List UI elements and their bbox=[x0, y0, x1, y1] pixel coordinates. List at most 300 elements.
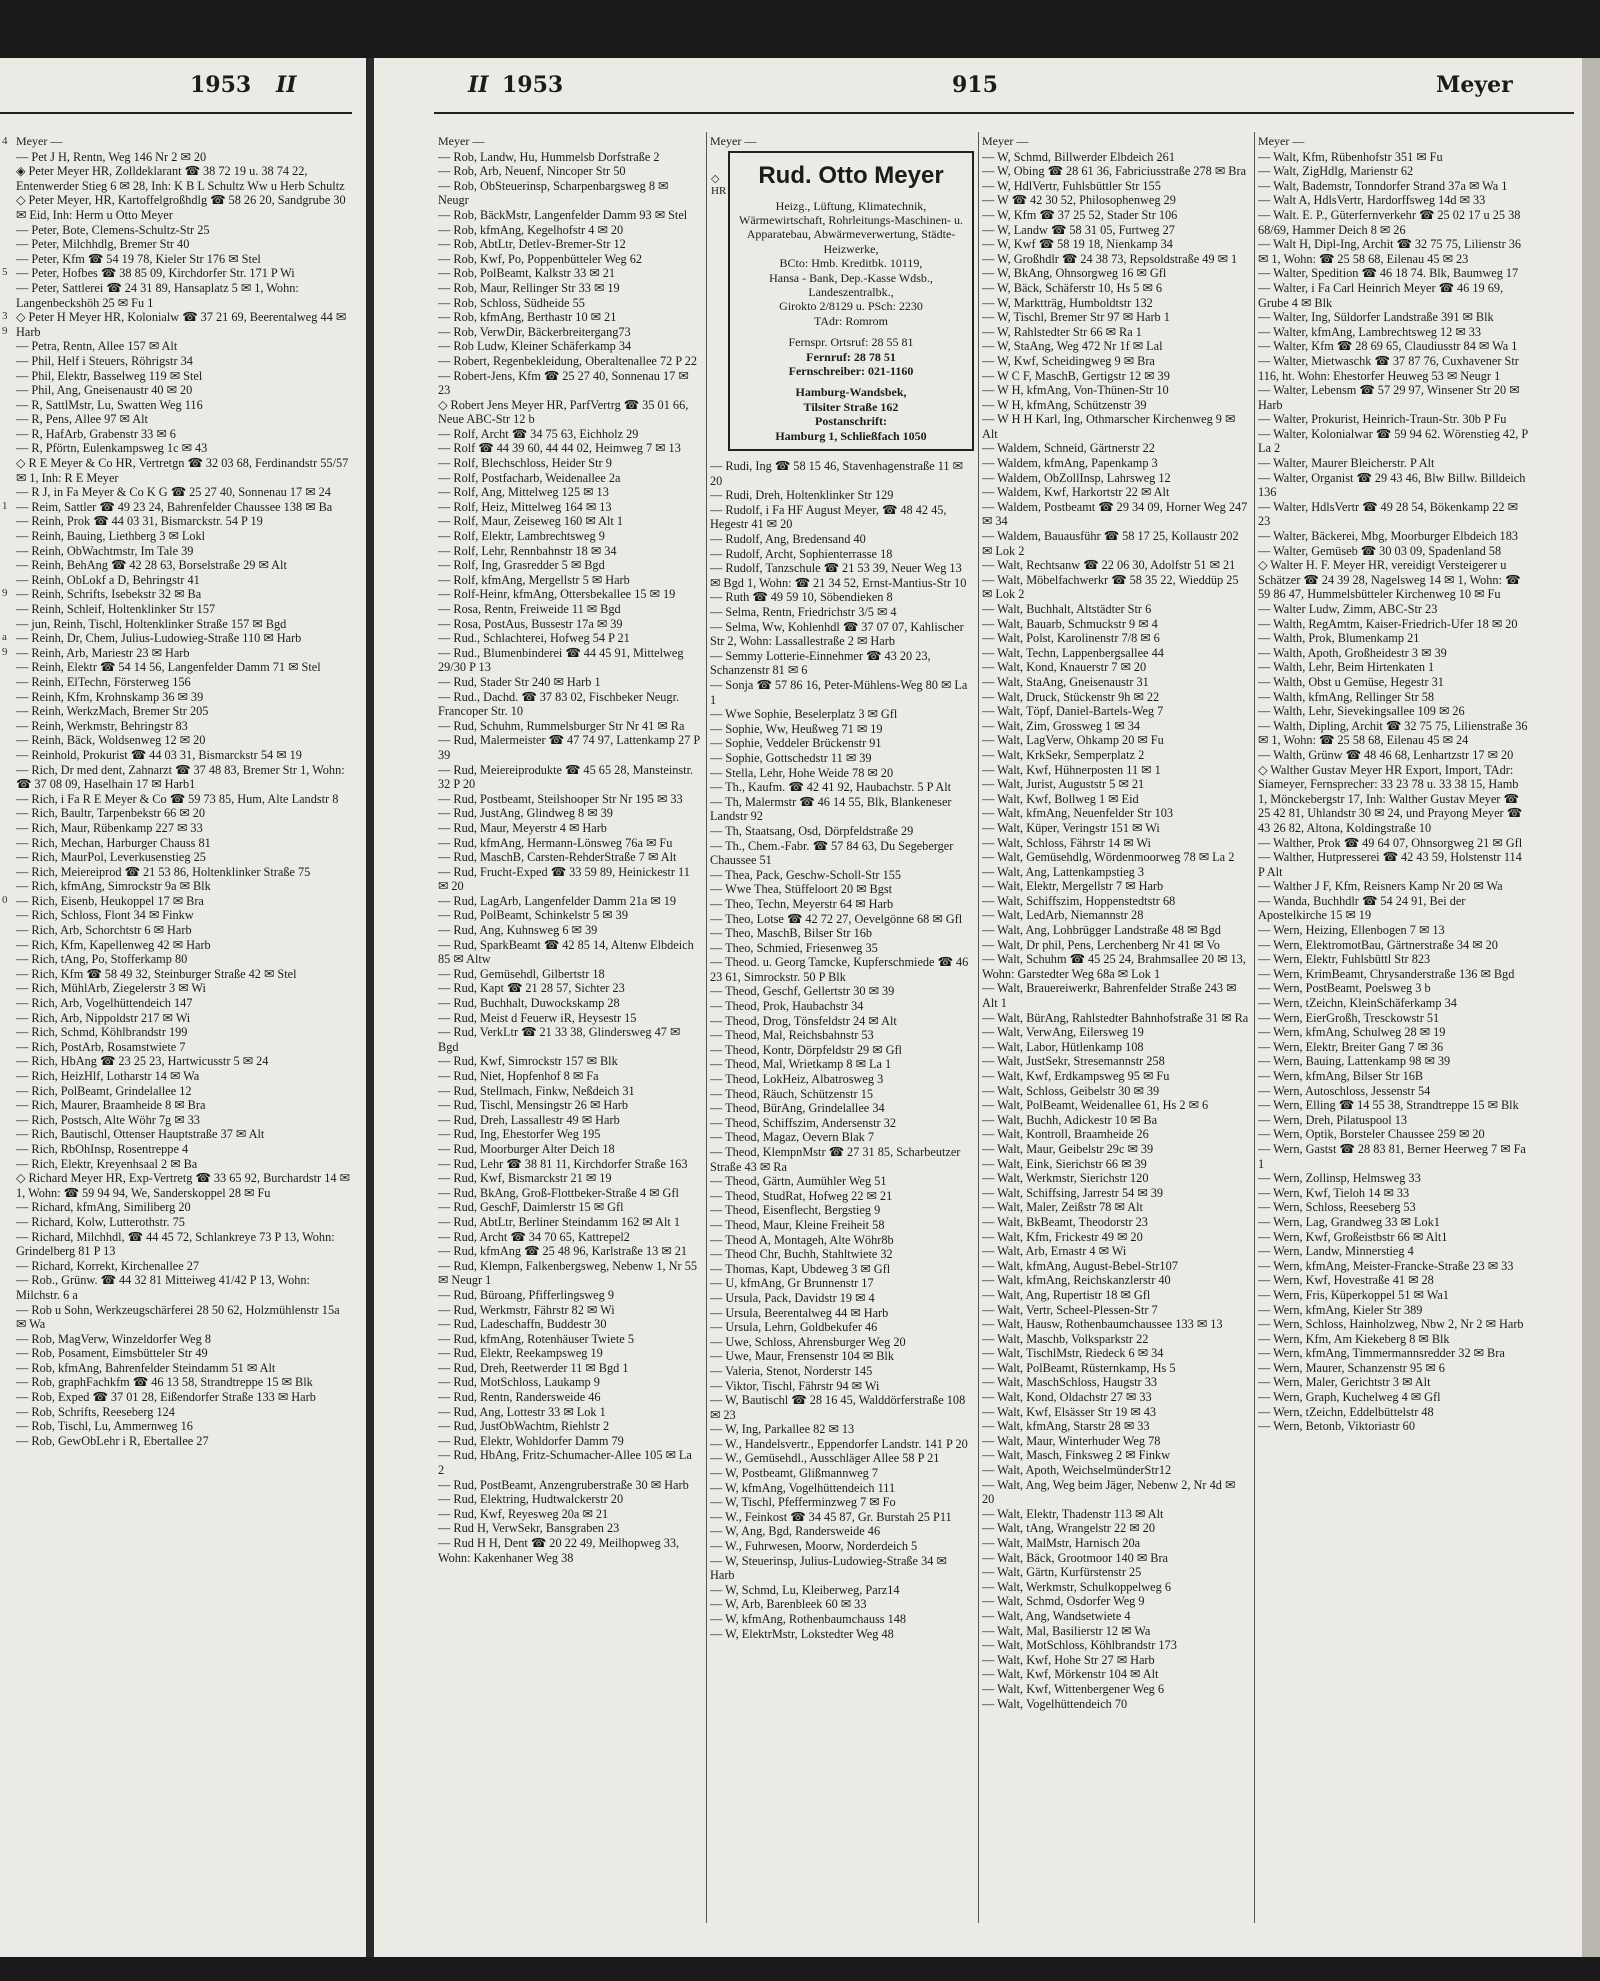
directory-entry: — Wern, EierGroßh, Tresckowstr 51 bbox=[1258, 1010, 1440, 1025]
directory-entry: — Walther J F, Kfm, Reisners Kamp Nr 20 ✉ Wa bbox=[1258, 879, 1503, 894]
margin-number bbox=[2, 236, 8, 251]
ad-postal: Hamburg 1, Schließfach 1050 bbox=[775, 428, 927, 443]
margin-number bbox=[2, 557, 8, 572]
directory-entry: — Rudi, Ing ☎ 58 15 46, Stavenhagenstraße 11 ✉ 20 bbox=[710, 459, 963, 488]
directory-entry: — Waldem, ObZollInsp, Lahrsweg 12 bbox=[982, 470, 1171, 485]
directory-entry: — Walt, KrkSekr, Semperplatz 2 bbox=[982, 747, 1145, 762]
directory-entry: — Rud, Ing, Ehestorfer Weg 195 bbox=[438, 1127, 601, 1142]
directory-entry: — Walt A, HdlsVertr, Hardorffsweg 14d ✉ 33 bbox=[1258, 193, 1486, 208]
directory-entry: — Rob, graphFachkfm ☎ 46 13 58, Strandtreppe 15 ✉ Blk bbox=[16, 1375, 313, 1390]
directory-entry: — Walt, Rechtsanw ☎ 22 06 30, Adolfstr 51 ✉ 21 bbox=[982, 558, 1236, 573]
directory-entry: — Rich, MühlArb, Ziegelerstr 3 ✉ Wi bbox=[16, 981, 206, 996]
directory-entry: — Rud, Ladeschaffn, Buddestr 30 bbox=[438, 1317, 607, 1332]
margin-number bbox=[2, 192, 8, 207]
directory-entry: — Walt, Küper, Veringstr 151 ✉ Wi bbox=[982, 820, 1160, 835]
ad-postal-label: Postanschrift: bbox=[815, 414, 887, 429]
directory-entry: — Reinh, Bäck, Woldsenweg 12 ✉ 20 bbox=[16, 733, 206, 748]
left-page-column bbox=[16, 134, 350, 1927]
directory-entry: — Reinh, Werkmstr, Behringstr 83 bbox=[16, 718, 188, 733]
directory-entry: — Theod, Maur, Kleine Freiheit 58 bbox=[710, 1217, 885, 1232]
directory-entry: — Petra, Rentn, Allee 157 ✉ Alt bbox=[16, 339, 178, 354]
directory-entry: — Rud, GeschF, Daimlerstr 15 ✉ Gfl bbox=[438, 1200, 624, 1215]
directory-entry: — Phil, Helf i Steuers, Röhrigstr 34 bbox=[16, 353, 193, 368]
margin-number bbox=[2, 791, 8, 806]
directory-entry: — Peter, Kfm ☎ 54 19 78, Kieler Str 176 ✉ Stel bbox=[16, 251, 261, 266]
directory-entry: — Wanda, Buchhdlr ☎ 54 24 91, Bei der Apostelkirche 15 ✉ 19 bbox=[1258, 893, 1466, 923]
directory-entry: — Walter, Spedition ☎ 46 18 74. Blk, Baumweg 17 bbox=[1258, 266, 1519, 281]
directory-entry: — Rob, Schrifts, Reeseberg 124 bbox=[16, 1404, 175, 1419]
directory-entry: — Walter, Prokurist, Heinrich-Traun-Str. 30b P Fu bbox=[1258, 412, 1507, 427]
ad-hr-label: HR bbox=[711, 184, 727, 197]
directory-entry: — Rud., Dachd. ☎ 37 83 02, Fischbeker Neugr. Francoper Str. 10 bbox=[438, 689, 680, 719]
directory-entry: — Wern, Fris, Küperkoppel 51 ✉ Wa1 bbox=[1258, 1287, 1449, 1302]
directory-entry: — Rob, ObSteuerinsp, Scharpenbargsweg 8 ✉ Neugr bbox=[438, 178, 669, 208]
ad-line: BCto: Hmb. Kreditbk. 10119, bbox=[779, 256, 923, 271]
directory-entry: — Rud, Stader Str 240 ✉ Harb 1 bbox=[438, 674, 601, 689]
directory-entry: — Walt, Töpf, Daniel-Bartels-Weg 7 bbox=[982, 704, 1164, 719]
column-head: Meyer — bbox=[982, 134, 1029, 148]
right-page-part: II bbox=[468, 72, 489, 98]
directory-entry: — Walter, Kolonialwar ☎ 59 94 62. Wörenstieg 42, P La 2 bbox=[1258, 426, 1528, 456]
directory-entry: — Selma, Ww, Kohlenhdl ☎ 37 07 07, Kahlischer Str 2, Wohn: Lassallestraße 2 ✉ Harb bbox=[710, 619, 964, 649]
directory-entry: — Walter, i Fa Carl Heinrich Meyer ☎ 46 19 69, Grube 4 ✉ Blk bbox=[1258, 280, 1504, 310]
directory-entry: — Wern, Landw, Minnerstieg 4 bbox=[1258, 1244, 1414, 1259]
directory-entry: — Rich, Meiereiprod ☎ 21 53 86, Holtenklinker Straße 75 bbox=[16, 864, 311, 879]
directory-entry: — Walt, kfmAng, Reichskanzlerstr 40 bbox=[982, 1273, 1171, 1288]
directory-entry: — Reinh, ElTechn, Försterweg 156 bbox=[16, 674, 191, 689]
directory-entry: — W, StaAng, Weg 472 Nr 1f ✉ Lal bbox=[982, 339, 1163, 354]
directory-entry: — Walt, Kwf, Wittenbergener Weg 6 bbox=[982, 1681, 1165, 1696]
directory-entry: — Peter, Sattlerei ☎ 24 31 89, Hansaplatz 5 ✉ 1, Wohn: Langenbeckshöh 25 ✉ Fu 1 bbox=[16, 280, 299, 310]
directory-entry: — Wern, Betonb, Viktoriastr 60 bbox=[1258, 1419, 1415, 1434]
directory-entry: — Sophie, Gottschedstr 11 ✉ 39 bbox=[710, 750, 872, 765]
ad-address: Hamburg-Wandsbek, bbox=[795, 385, 907, 400]
margin-number bbox=[2, 762, 8, 777]
directory-entry: ◇ Walter H. F. Meyer HR, vereidigt Versteigerer u Schätzer ☎ 24 39 28, Nagelsweg 14 ✉ 1, Wohn: ☎ 59 86 47, Hummelsbütteler Kirchenweg 10 ✉ Fu bbox=[1258, 558, 1521, 602]
margin-number bbox=[2, 820, 8, 835]
directory-entry: — Th, Staatsang, Osd, Dörpfeldstraße 29 bbox=[710, 823, 914, 838]
directory-entry: — Rich, Elektr, Kreyenhsaal 2 ✉ Ba bbox=[16, 1156, 198, 1171]
entry-list bbox=[438, 150, 700, 1566]
directory-entry: — Rud, Archt ☎ 34 70 65, Kattrepel2 bbox=[438, 1229, 630, 1244]
directory-entry: — Wern, Optik, Borsteler Chaussee 259 ✉ 20 bbox=[1258, 1127, 1485, 1142]
directory-entry: — Walt, Kontroll, Braamheide 26 bbox=[982, 1127, 1149, 1142]
directory-entry: — Rud, Ang, Kuhnsweg 6 ✉ 39 bbox=[438, 923, 598, 938]
margin-number bbox=[2, 484, 8, 499]
margin-number: a bbox=[2, 631, 7, 644]
directory-entry: — Wern, Gastst ☎ 28 83 81, Berner Heerweg 7 ✉ Fa 1 bbox=[1258, 1141, 1526, 1171]
directory-entry: — Theod, StudRat, Hofweg 22 ✉ 21 bbox=[710, 1188, 893, 1203]
directory-entry: — Theod, Räuch, Schützenstr 15 bbox=[710, 1086, 874, 1101]
margin-number bbox=[2, 426, 8, 441]
directory-entry: — Walt, Kond, Oldachstr 27 ✉ 33 bbox=[982, 1390, 1152, 1405]
directory-entry: — Rich, Dr med dent, Zahnarzt ☎ 37 48 83, Bremer Str 1, Wohn: ☎ 37 08 09, Haselhain 17 ✉ Harb1 bbox=[16, 762, 345, 792]
directory-entry: — Walt, Maschb, Volksparkstr 22 bbox=[982, 1331, 1149, 1346]
right-column-3 bbox=[982, 134, 1250, 1927]
margin-number: 3 bbox=[2, 310, 8, 323]
margin-number: 5 bbox=[2, 266, 8, 279]
margin-number bbox=[2, 470, 8, 485]
directory-entry: — Walt, Ang, Lattenkampstieg 3 bbox=[982, 864, 1145, 879]
ad-line: Heizg., Lüftung, Klimatechnik, Wärmewirtschaft, Rohrleitungs-Maschinen- u. Apparatebau, Abwärmeverwertung, Städte-Heizwerke, bbox=[739, 198, 963, 256]
directory-entry: — Reinh, Dr, Chem, Julius-Ludowieg-Straße 110 ✉ Harb bbox=[16, 631, 302, 646]
margin-number bbox=[2, 455, 8, 470]
directory-entry: — Wern, kfmAng, Timmermannsredder 32 ✉ Bra bbox=[1258, 1346, 1505, 1361]
directory-entry: — Wern, Heizing, Ellenbogen 7 ✉ 13 bbox=[1258, 923, 1445, 938]
directory-entry: — Walt, kfmAng, Starstr 28 ✉ 33 bbox=[982, 1419, 1150, 1434]
directory-entry: — Walt, Kond, Knauerstr 7 ✉ 20 bbox=[982, 660, 1147, 675]
directory-entry: — Rich, Baultr, Tarpenbekstr 66 ✉ 20 bbox=[16, 806, 206, 821]
directory-entry: — Rich, Arb, Vogelhüttendeich 147 bbox=[16, 996, 193, 1011]
directory-entry: — Walt, Elektr, Mergellstr 7 ✉ Harb bbox=[982, 879, 1164, 894]
directory-entry: — Walt, LagVerw, Ohkamp 20 ✉ Fu bbox=[982, 733, 1164, 748]
directory-entry: — Wern, Kwf, Tieloh 14 ✉ 33 bbox=[1258, 1185, 1410, 1200]
directory-entry: — Richard, Milchhdl, ☎ 44 45 72, Schlankreye 73 P 13, Wohn: Grindelberg 81 P 13 bbox=[16, 1229, 335, 1259]
directory-entry: — Walt, kfmAng, August-Bebel-Str107 bbox=[982, 1258, 1178, 1273]
directory-entry: — Rud, Moorburger Alter Deich 18 bbox=[438, 1141, 615, 1156]
ad-phone: Fernschreiber: 021-1160 bbox=[788, 364, 914, 379]
directory-entry: — Rud, Schuhm, Rummelsburger Str Nr 41 ✉ Ra bbox=[438, 718, 685, 733]
directory-entry: — Walt, Schiffszim, Hoppenstedtstr 68 bbox=[982, 893, 1176, 908]
directory-entry: — Rich, RbOhInsp, Rosentreppe 4 bbox=[16, 1141, 189, 1156]
directory-entry: — Reinh, Kfm, Krohnskamp 36 ✉ 39 bbox=[16, 689, 204, 704]
margin-number bbox=[2, 601, 8, 616]
left-page-part: II bbox=[276, 72, 297, 98]
directory-entry: — Waldem, Postbeamt ☎ 29 34 09, Horner Weg 247 ✉ 34 bbox=[982, 499, 1248, 529]
column-divider bbox=[706, 132, 707, 1923]
directory-entry: — Rosa, Rentn, Freiweide 11 ✉ Bgd bbox=[438, 602, 621, 616]
directory-entry: — Walt, Werkmstr, Sierichstr 120 bbox=[982, 1171, 1149, 1186]
directory-entry: — Rud, Klempn, Falkenbergsweg, Nebenw 1, Nr 55 ✉ Neugr 1 bbox=[438, 1258, 697, 1288]
directory-entry: — W, Steuerinsp, Julius-Ludowieg-Straße 34 ✉ Harb bbox=[710, 1553, 947, 1583]
directory-entry: — W, ElektrMstr, Lokstedter Weg 48 bbox=[710, 1626, 894, 1641]
directory-entry: — Uwe, Maur, Frensenstr 104 ✉ Blk bbox=[710, 1349, 894, 1364]
directory-entry: — Walt, Schmd, Osdorfer Weg 9 bbox=[982, 1594, 1145, 1609]
margin-number bbox=[2, 411, 8, 426]
directory-entry: — Ruth ☎ 49 59 10, Söbendieken 8 bbox=[710, 590, 893, 605]
page-edge bbox=[1582, 58, 1600, 1957]
margin-number bbox=[2, 178, 8, 193]
directory-entry: — W, Ang, Bgd, Randersweide 46 bbox=[710, 1524, 881, 1539]
directory-entry: — Walt, Apoth, WeichselmünderStr12 bbox=[982, 1463, 1172, 1478]
directory-entry: — Walt, Bademstr, Tonndorfer Strand 37a ✉ Wa 1 bbox=[1258, 178, 1508, 193]
directory-entry: — Uwe, Schloss, Ahrensburger Weg 20 bbox=[710, 1334, 906, 1349]
margin-number: 9 bbox=[2, 645, 8, 658]
directory-entry: — Rudolf, Ang, Bredensand 40 bbox=[710, 532, 866, 547]
directory-entry: — Rud, PolBeamt, Schinkelstr 5 ✉ 39 bbox=[438, 908, 628, 923]
directory-entry: — Reinh, BehAng ☎ 42 28 63, Borselstraße 29 ✉ Alt bbox=[16, 558, 287, 573]
column-head: Meyer — bbox=[16, 134, 63, 148]
ad-hr-symbol bbox=[711, 173, 731, 197]
directory-entry: ◇ Richard Meyer HR, Exp-Vertretg ☎ 33 65 92, Burchardstr 14 ✉ 1, Wohn: ☎ 59 94 94, We, Sanderskoppel 28 ✉ Fu bbox=[16, 1171, 350, 1200]
directory-entry: — Stella, Lehr, Hohe Weide 78 ✉ 20 bbox=[710, 765, 894, 780]
directory-entry: — Walter, Kfm ☎ 28 69 65, Claudiusstr 84 ✉ Wa 1 bbox=[1258, 339, 1518, 354]
directory-entry: — Reinh, ObLokf a D, Behringstr 41 bbox=[16, 572, 200, 587]
directory-entry: — Wern, Kwf, Hovestraße 41 ✉ 28 bbox=[1258, 1273, 1434, 1288]
directory-entry: — Reinh, Bauing, Liethberg 3 ✉ Lokl bbox=[16, 529, 206, 544]
directory-entry: — Wern, Autoschloss, Jessenstr 54 bbox=[1258, 1083, 1431, 1098]
directory-entry: — Rud H, VerwSekr, Bansgraben 23 bbox=[438, 1521, 620, 1536]
directory-entry: — Walt, Schuhm ☎ 45 25 24, Brahmsallee 20 ✉ 13, Wohn: Garstedter Weg 68a ✉ Lok 1 bbox=[982, 952, 1246, 981]
directory-entry: — Rich, Bautischl, Ottenser Hauptstraße 37 ✉ Alt bbox=[16, 1127, 265, 1142]
directory-entry: — Wern, Schloss, Reeseberg 53 bbox=[1258, 1200, 1416, 1215]
margin-number bbox=[2, 674, 8, 689]
directory-entry: — Rud, JustAng, Glindweg 8 ✉ 39 bbox=[438, 806, 613, 821]
directory-entry: — Thea, Pack, Geschw-Scholl-Str 155 bbox=[710, 867, 902, 882]
directory-entry: — Reinh, Arb, Mariestr 23 ✉ Harb bbox=[16, 645, 190, 660]
directory-entry: — Rolf, Elektr, Lambrechtsweg 9 bbox=[438, 529, 605, 544]
directory-entry: — Rud, Kwf, Reyesweg 20a ✉ 21 bbox=[438, 1506, 609, 1521]
directory-entry: — Rich, Arb, Nippoldstr 217 ✉ Wi bbox=[16, 1010, 191, 1025]
entry-list bbox=[16, 150, 350, 1449]
directory-entry: — W, Schmd, Lu, Kleiberweg, Parz14 bbox=[710, 1582, 900, 1597]
directory-entry: — Walt, Werkmstr, Schulkoppelweg 6 bbox=[982, 1579, 1172, 1594]
directory-entry: — Rob, kfmAng, Bahrenfelder Steindamm 51 ✉ Alt bbox=[16, 1360, 276, 1375]
directory-entry: — Rolf, kfmAng, Mergellstr 5 ✉ Harb bbox=[438, 572, 630, 587]
directory-entry: — Reinh, ObWachtmstr, Im Tale 39 bbox=[16, 543, 194, 558]
directory-entry: — Robert, Regenbekleidung, Oberaltenallee 72 P 22 bbox=[438, 353, 698, 368]
margin-number: 4 bbox=[2, 135, 8, 147]
directory-entry: — Walt, Kfm, Rübenhofstr 351 ✉ Fu bbox=[1258, 149, 1443, 164]
directory-entry: — R, SattlMstr, Lu, Swatten Weg 116 bbox=[16, 397, 203, 412]
directory-entry: — R, Pens, Allee 97 ✉ Alt bbox=[16, 412, 148, 427]
margin-number bbox=[2, 616, 8, 631]
directory-entry: — Walt, Polst, Karolinenstr 7/8 ✉ 6 bbox=[982, 631, 1160, 646]
directory-entry: — Rob., Grünw. ☎ 44 32 81 Mitteiweg 41/42 P 13, Wohn: Milchstr. 6 a bbox=[16, 1273, 310, 1302]
directory-entry: — Walt, Eink, Sierichstr 66 ✉ 39 bbox=[982, 1156, 1147, 1171]
directory-entry: — Rob, Landw, Hu, Hummelsb Dorfstraße 2 bbox=[438, 149, 660, 164]
directory-entry: — Reinh, Elektr ☎ 54 14 56, Langenfelder Damm 71 ✉ Stel bbox=[16, 660, 321, 675]
margin-number bbox=[2, 776, 8, 791]
directory-entry: — Rud, Elektr, Wohldorfer Damm 79 bbox=[438, 1433, 624, 1448]
directory-entry: — Reinh, Prok ☎ 44 03 31, Bismarckstr. 54 P 19 bbox=[16, 514, 263, 529]
directory-entry: — Rud, Meist d Feuerw iR, Heysestr 15 bbox=[438, 1010, 637, 1025]
directory-entry: — Theo, Lotse ☎ 42 72 27, Oevelgönne 68 ✉ Gfl bbox=[710, 911, 963, 926]
directory-entry: ◇ Walther Gustav Meyer HR Export, Import, TAdr: Siameyer, Fernsprecher: 33 23 78 u. 33 38 15, Hamb 1, Mönckebergstr 17, Inh: Walther Gustav Meyer ☎ 25 42 81, Uhlandstr 30 ✉ 24, und Prayong Meyer ☎ 43 26 82, Altona, Koldingstraße 10 bbox=[1258, 762, 1523, 835]
directory-entry: — Rob, VerwDir, Bäckerbreitergang73 bbox=[438, 324, 631, 339]
margin-number bbox=[2, 849, 8, 864]
directory-entry: — Rob u Sohn, Werkzeugschärferei 28 50 62, Holzmühlenstr 15a ✉ Wa bbox=[16, 1302, 340, 1332]
entry-list bbox=[1258, 150, 1530, 1434]
ad-phone: Fernruf: 28 78 51 bbox=[806, 349, 896, 364]
margin-number bbox=[2, 703, 8, 718]
directory-entry: — Walter Ludw, Zimm, ABC-Str 23 bbox=[1258, 602, 1438, 616]
directory-entry: — Waldem, Kwf, Harkortstr 22 ✉ Alt bbox=[982, 485, 1170, 500]
directory-entry: — Rob, Tischl, Lu, Ammernweg 16 bbox=[16, 1419, 193, 1434]
directory-entry: — Walt, Vertr, Scheel-Plessen-Str 7 bbox=[982, 1302, 1158, 1317]
margin-number bbox=[2, 864, 8, 879]
directory-entry: — Rob, Arb, Neuenf, Nincoper Str 50 bbox=[438, 164, 626, 179]
advertisement bbox=[710, 151, 974, 452]
directory-entry: — Rich, kfmAng, Simrockstr 9a ✉ Blk bbox=[16, 879, 211, 894]
right-header-rule bbox=[434, 112, 1574, 114]
margin-number bbox=[2, 207, 8, 222]
directory-entry: — Walt, TischlMstr, Riedeck 6 ✉ 34 bbox=[982, 1346, 1164, 1361]
directory-entry: — Rolf, Lehr, Rennbahnstr 18 ✉ 34 bbox=[438, 543, 617, 558]
directory-entry: — W H, kfmAng, Von-Thünen-Str 10 bbox=[982, 383, 1169, 398]
directory-entry: — Walt, Kwf, Hühnerposten 11 ✉ 1 bbox=[982, 762, 1161, 777]
directory-entry: — Walt, Kwf, Erdkampsweg 95 ✉ Fu bbox=[982, 1069, 1170, 1083]
margin-number bbox=[2, 368, 8, 383]
directory-entry: — Walt, MaschSchloss, Haugstr 33 bbox=[982, 1375, 1158, 1390]
directory-entry: — Walt, Ang, Wandsetwiete 4 bbox=[982, 1608, 1131, 1623]
directory-entry: — Rob, BäckMstr, Langenfelder Damm 93 ✉ Stel bbox=[438, 207, 688, 222]
directory-entry: — Walther, Prok ☎ 49 64 07, Ohnsorgweg 21 ✉ Gfl bbox=[1258, 835, 1523, 850]
directory-entry: — Walt, Schiffsing, Jarrestr 54 ✉ 39 bbox=[982, 1185, 1163, 1200]
directory-entry: — W., Handelsvertr., Eppendorfer Landstr. 141 P 20 bbox=[710, 1436, 968, 1451]
directory-entry: — Sonja ☎ 57 86 16, Peter-Mühlens-Weg 80 ✉ La 1 bbox=[710, 678, 968, 707]
directory-entry: — Rudolf, i Fa HF August Meyer, ☎ 48 42 45, Hegestr 41 ✉ 20 bbox=[710, 502, 947, 532]
page-number: 915 bbox=[952, 72, 998, 98]
directory-entry: — Rud., Blumenbinderei ☎ 44 45 91, Mittelweg 29/30 P 13 bbox=[438, 645, 684, 675]
directory-entry: — Rolf, Maur, Zeiseweg 160 ✉ Alt 1 bbox=[438, 514, 624, 529]
directory-entry: — W, kfmAng, Vogelhüttendeich 111 bbox=[710, 1480, 896, 1495]
directory-entry: — Rob, MagVerw, Winzeldorfer Weg 8 bbox=[16, 1331, 211, 1346]
directory-entry: — Rud, kfmAng, Hermann-Lönsweg 76a ✉ Fu bbox=[438, 835, 673, 850]
directory-entry: — Walt, Brauereiwerkr, Bahrenfelder Straße 243 ✉ Alt 1 bbox=[982, 981, 1237, 1011]
directory-entry: — Walther, Hutpresserei ☎ 42 43 59, Holstenstr 114 P Alt bbox=[1258, 850, 1522, 879]
directory-entry: — Rob, Exped ☎ 37 01 28, Eißendorfer Straße 133 ✉ Harb bbox=[16, 1390, 316, 1405]
directory-entry: — W, Bautischl ☎ 28 16 45, Walddörferstraße 108 ✉ 23 bbox=[710, 1393, 966, 1422]
directory-entry: — Rud, Niet, Hopfenhof 8 ✉ Fa bbox=[438, 1069, 599, 1083]
directory-entry: — Rud, Kapt ☎ 21 28 57, Sichter 23 bbox=[438, 981, 625, 996]
directory-entry: — Theod, Eisenflecht, Bergstieg 9 bbox=[710, 1203, 881, 1218]
directory-entry: — jun, Reinh, Tischl, Holtenklinker Straße 157 ✉ Bgd bbox=[16, 616, 287, 631]
directory-entry: — Rud, Kwf, Bismarckstr 21 ✉ 19 bbox=[438, 1171, 612, 1186]
directory-entry: — Walt, BürAng, Rahlstedter Bahnhofstraße 31 ✉ Ra bbox=[982, 1010, 1249, 1025]
directory-entry: — Rud., Schlachterei, Hofweg 54 P 21 bbox=[438, 631, 630, 646]
directory-entry: — Theo, Schmied, Friesenweg 35 bbox=[710, 940, 878, 955]
left-header-rule bbox=[0, 112, 352, 114]
directory-entry: — Theod Chr, Buchh, Stahltwiete 32 bbox=[710, 1247, 893, 1262]
entry-list bbox=[710, 459, 974, 1641]
directory-entry: — W, Rahlstedter Str 66 ✉ Ra 1 bbox=[982, 324, 1142, 339]
directory-entry: — Walth, Lehr, Sievekingsallee 109 ✉ 26 bbox=[1258, 704, 1465, 719]
directory-entry: — Rich, i Fa R E Meyer & Co ☎ 59 73 85, Hum, Alte Landstr 8 bbox=[16, 791, 339, 806]
directory-entry: — Walt, Mal, Basilierstr 12 ✉ Wa bbox=[982, 1623, 1151, 1638]
directory-entry: — Walth, Grünw ☎ 48 46 68, Lenhartzstr 17 ✉ 20 bbox=[1258, 747, 1514, 762]
directory-entry: — Rudi, Dreh, Holtenklinker Str 129 bbox=[710, 488, 894, 503]
directory-entry: — W, Postbeamt, Glißmannweg 7 bbox=[710, 1466, 879, 1481]
ad-phone: Fernspr. Ortsruf: 28 55 81 bbox=[788, 335, 914, 350]
directory-entry: — Wern, tZeichn, Eddelbüttelstr 48 bbox=[1258, 1404, 1434, 1419]
directory-entry: — Walt, Techn, Lappenbergsallee 44 bbox=[982, 645, 1164, 660]
directory-entry: — Rob, kfmAng, Kegelhofstr 4 ✉ 20 bbox=[438, 222, 624, 237]
directory-entry: — Rud, Stellmach, Finkw, Neßdeich 31 bbox=[438, 1083, 635, 1098]
margin-number bbox=[2, 295, 8, 310]
left-page-year: 1953 bbox=[190, 72, 252, 98]
directory-entry: — Rud, Meiereiprodukte ☎ 45 65 28, Mansteinstr. 32 P 20 bbox=[438, 762, 694, 792]
directory-entry: — Rich, Arb, Schorchtstr 6 ✉ Harb bbox=[16, 923, 192, 938]
directory-entry: — Rud, Büroang, Pfifferlingsweg 9 bbox=[438, 1287, 615, 1302]
directory-entry: — Rud, Dreh, Reetwerder 11 ✉ Bgd 1 bbox=[438, 1360, 629, 1375]
directory-entry: — Walth, Prok, Blumenkamp 21 bbox=[1258, 631, 1420, 646]
directory-entry: — Rud, Maur, Meyerstr 4 ✉ Harb bbox=[438, 820, 607, 835]
directory-entry: — Walt, Buchhalt, Altstädter Str 6 bbox=[982, 602, 1152, 616]
directory-entry: — W, Marktträg, Humboldtstr 132 bbox=[982, 295, 1153, 310]
directory-entry: — Robert-Jens, Kfm ☎ 25 27 40, Sonnenau 17 ✉ 23 bbox=[438, 368, 689, 398]
ad-line: Girokto 2/8129 u. PSch: 2230 bbox=[779, 299, 923, 314]
directory-entry: — Wern, Schloss, Hainholzweg, Nbw 2, Nr 2 ✉ Harb bbox=[1258, 1317, 1524, 1332]
directory-entry: — Wern, Kwf, Großeistbstr 66 ✉ Alt1 bbox=[1258, 1229, 1448, 1244]
directory-entry: — Richard, Korrekt, Kirchenallee 27 bbox=[16, 1258, 200, 1273]
directory-entry: — Rich, Maurer, Braamheide 8 ✉ Bra bbox=[16, 1098, 206, 1113]
directory-entry: — W, Tischl, Bremer Str 97 ✉ Harb 1 bbox=[982, 310, 1170, 325]
directory-entry: — Walt, kfmAng, Neuenfelder Str 103 bbox=[982, 806, 1174, 821]
directory-entry: — Walt, tAng, Wrangelstr 22 ✉ 20 bbox=[982, 1521, 1155, 1536]
directory-entry: — W H, kfmAng, Schützenstr 39 bbox=[982, 397, 1147, 412]
directory-entry: — W, Kwf ☎ 58 19 18, Nienkamp 34 bbox=[982, 237, 1173, 252]
directory-entry: — W., Feinkost ☎ 34 45 87, Gr. Burstah 25 P11 bbox=[710, 1509, 952, 1524]
directory-entry: — Rich, MaurPol, Leverkusenstieg 25 bbox=[16, 850, 206, 865]
right-column-4 bbox=[1258, 134, 1530, 1927]
directory-entry: — Walter, Bäckerei, Mbg, Moorburger Elbdeich 183 bbox=[1258, 529, 1518, 544]
margin-number: 9 bbox=[2, 324, 8, 337]
directory-entry: — Rosa, PostAus, Bussestr 17a ✉ 39 bbox=[438, 616, 623, 631]
directory-entry: — Reim, Sattler ☎ 49 23 24, Bahrenfelder Chaussee 138 ✉ Ba bbox=[16, 499, 333, 514]
directory-entry: — Wern, kfmAng, Meister-Francke-Straße 23 ✉ 33 bbox=[1258, 1258, 1514, 1273]
directory-entry: — Rudolf, Archt, Sophienterrasse 18 bbox=[710, 546, 893, 561]
directory-entry: — Rud, Werkmstr, Fährstr 82 ✉ Wi bbox=[438, 1302, 615, 1317]
directory-entry: — Richard, kfmAng, Similiberg 20 bbox=[16, 1200, 191, 1215]
directory-entry: — Theo, Techn, Meyerstr 64 ✉ Harb bbox=[710, 896, 894, 911]
directory-entry: — Peter, Hofbes ☎ 38 85 09, Kirchdorfer Str. 171 P Wi bbox=[16, 266, 295, 281]
directory-entry: — Theod A, Montageh, Alte Wöhr8b bbox=[710, 1232, 894, 1247]
margin-number bbox=[2, 353, 8, 368]
directory-entry: — Rud, MotSchloss, Laukamp 9 bbox=[438, 1375, 600, 1390]
directory-entry: — Walth, RegAmtm, Kaiser-Friedrich-Ufer 18 ✉ 20 bbox=[1258, 616, 1518, 631]
column-head: Meyer — bbox=[710, 134, 757, 148]
directory-entry: — W ☎ 42 30 52, Philosophenweg 29 bbox=[982, 193, 1176, 208]
directory-entry: — Walt, Zim, Grossweg 1 ✉ 34 bbox=[982, 718, 1141, 733]
directory-entry: — Pet J H, Rentn, Weg 146 Nr 2 ✉ 20 bbox=[16, 149, 207, 164]
entry-list bbox=[982, 150, 1250, 1712]
directory-entry: — W, Großhdlr ☎ 24 38 73, Repsoldstraße 49 ✉ 1 bbox=[982, 251, 1238, 266]
directory-entry: — Rud, kfmAng, Rotenhäuser Twiete 5 bbox=[438, 1331, 634, 1346]
directory-entry: — Waldem, Bauausführ ☎ 58 17 25, Kollaustr 202 ✉ Lok 2 bbox=[982, 529, 1239, 558]
directory-entry: — Reinhold, Prokurist ☎ 44 03 31, Bismarckstr 54 ✉ 19 bbox=[16, 747, 302, 762]
directory-entry: ◇ R E Meyer & Co HR, Vertretgn ☎ 32 03 68, Ferdinandstr 55/57 ✉ 1, Inh: R E Meyer bbox=[16, 456, 349, 485]
margin-number bbox=[2, 878, 8, 893]
directory-entry: — Rud, SparkBeamt ☎ 42 85 14, Altenw Elbdeich 85 ✉ Altw bbox=[438, 937, 694, 967]
directory-entry: — Rich, Mechan, Harburger Chauss 81 bbox=[16, 835, 211, 850]
margin-number bbox=[2, 747, 8, 762]
directory-entry: — Walt, Bauarb, Schmuckstr 9 ✉ 4 bbox=[982, 616, 1158, 631]
directory-entry: — Walter, HdlsVertr ☎ 49 28 54, Bökenkamp 22 ✉ 23 bbox=[1258, 499, 1518, 529]
directory-entry: — Walt, LedArb, Niemannstr 28 bbox=[982, 908, 1144, 923]
margin-number bbox=[2, 149, 8, 164]
book-gutter bbox=[366, 58, 374, 1957]
directory-entry: — Rob, Schloss, Südheide 55 bbox=[438, 295, 585, 310]
directory-entry: — Wern, Zollinsp, Helmsweg 33 bbox=[1258, 1171, 1421, 1186]
directory-entry: — Th., Kaufm. ☎ 42 41 92, Haubachstr. 5 P Alt bbox=[710, 780, 952, 795]
directory-entry: — Walt, Kwf, Elsässer Str 19 ✉ 43 bbox=[982, 1404, 1157, 1419]
directory-entry: — Thomas, Kapt, Ubdeweg 3 ✉ Gfl bbox=[710, 1261, 891, 1276]
ad-box bbox=[728, 151, 974, 452]
directory-entry: — Rud, Frucht-Exped ☎ 33 59 89, Heinickestr 11 ✉ 20 bbox=[438, 864, 690, 894]
directory-entry: — Ursula, Pack, Davidstr 19 ✉ 4 bbox=[710, 1290, 875, 1305]
ad-address: Tilsiter Straße 162 bbox=[803, 399, 899, 414]
directory-entry: — R, Pförtn, Eulenkampsweg 1c ✉ 43 bbox=[16, 441, 208, 456]
directory-entry: — Rolf ☎ 44 39 60, 44 44 02, Heimweg 7 ✉ 13 bbox=[438, 441, 681, 456]
directory-entry: — Rolf, Blechschloss, Heider Str 9 bbox=[438, 456, 612, 471]
right-column-1 bbox=[438, 134, 700, 1927]
directory-entry: — Walt, Kwf, Mörkenstr 104 ✉ Alt bbox=[982, 1667, 1159, 1682]
directory-entry: — Walth, Obst u Gemüse, Hegestr 31 bbox=[1258, 674, 1444, 689]
directory-entry: ◇ Peter H Meyer HR, Kolonialw ☎ 37 21 69, Beerentalweg 44 ✉ Harb bbox=[16, 310, 347, 339]
directory-entry: — Wern, kfmAng, Kieler Str 389 bbox=[1258, 1302, 1423, 1317]
left-page bbox=[0, 58, 366, 1957]
